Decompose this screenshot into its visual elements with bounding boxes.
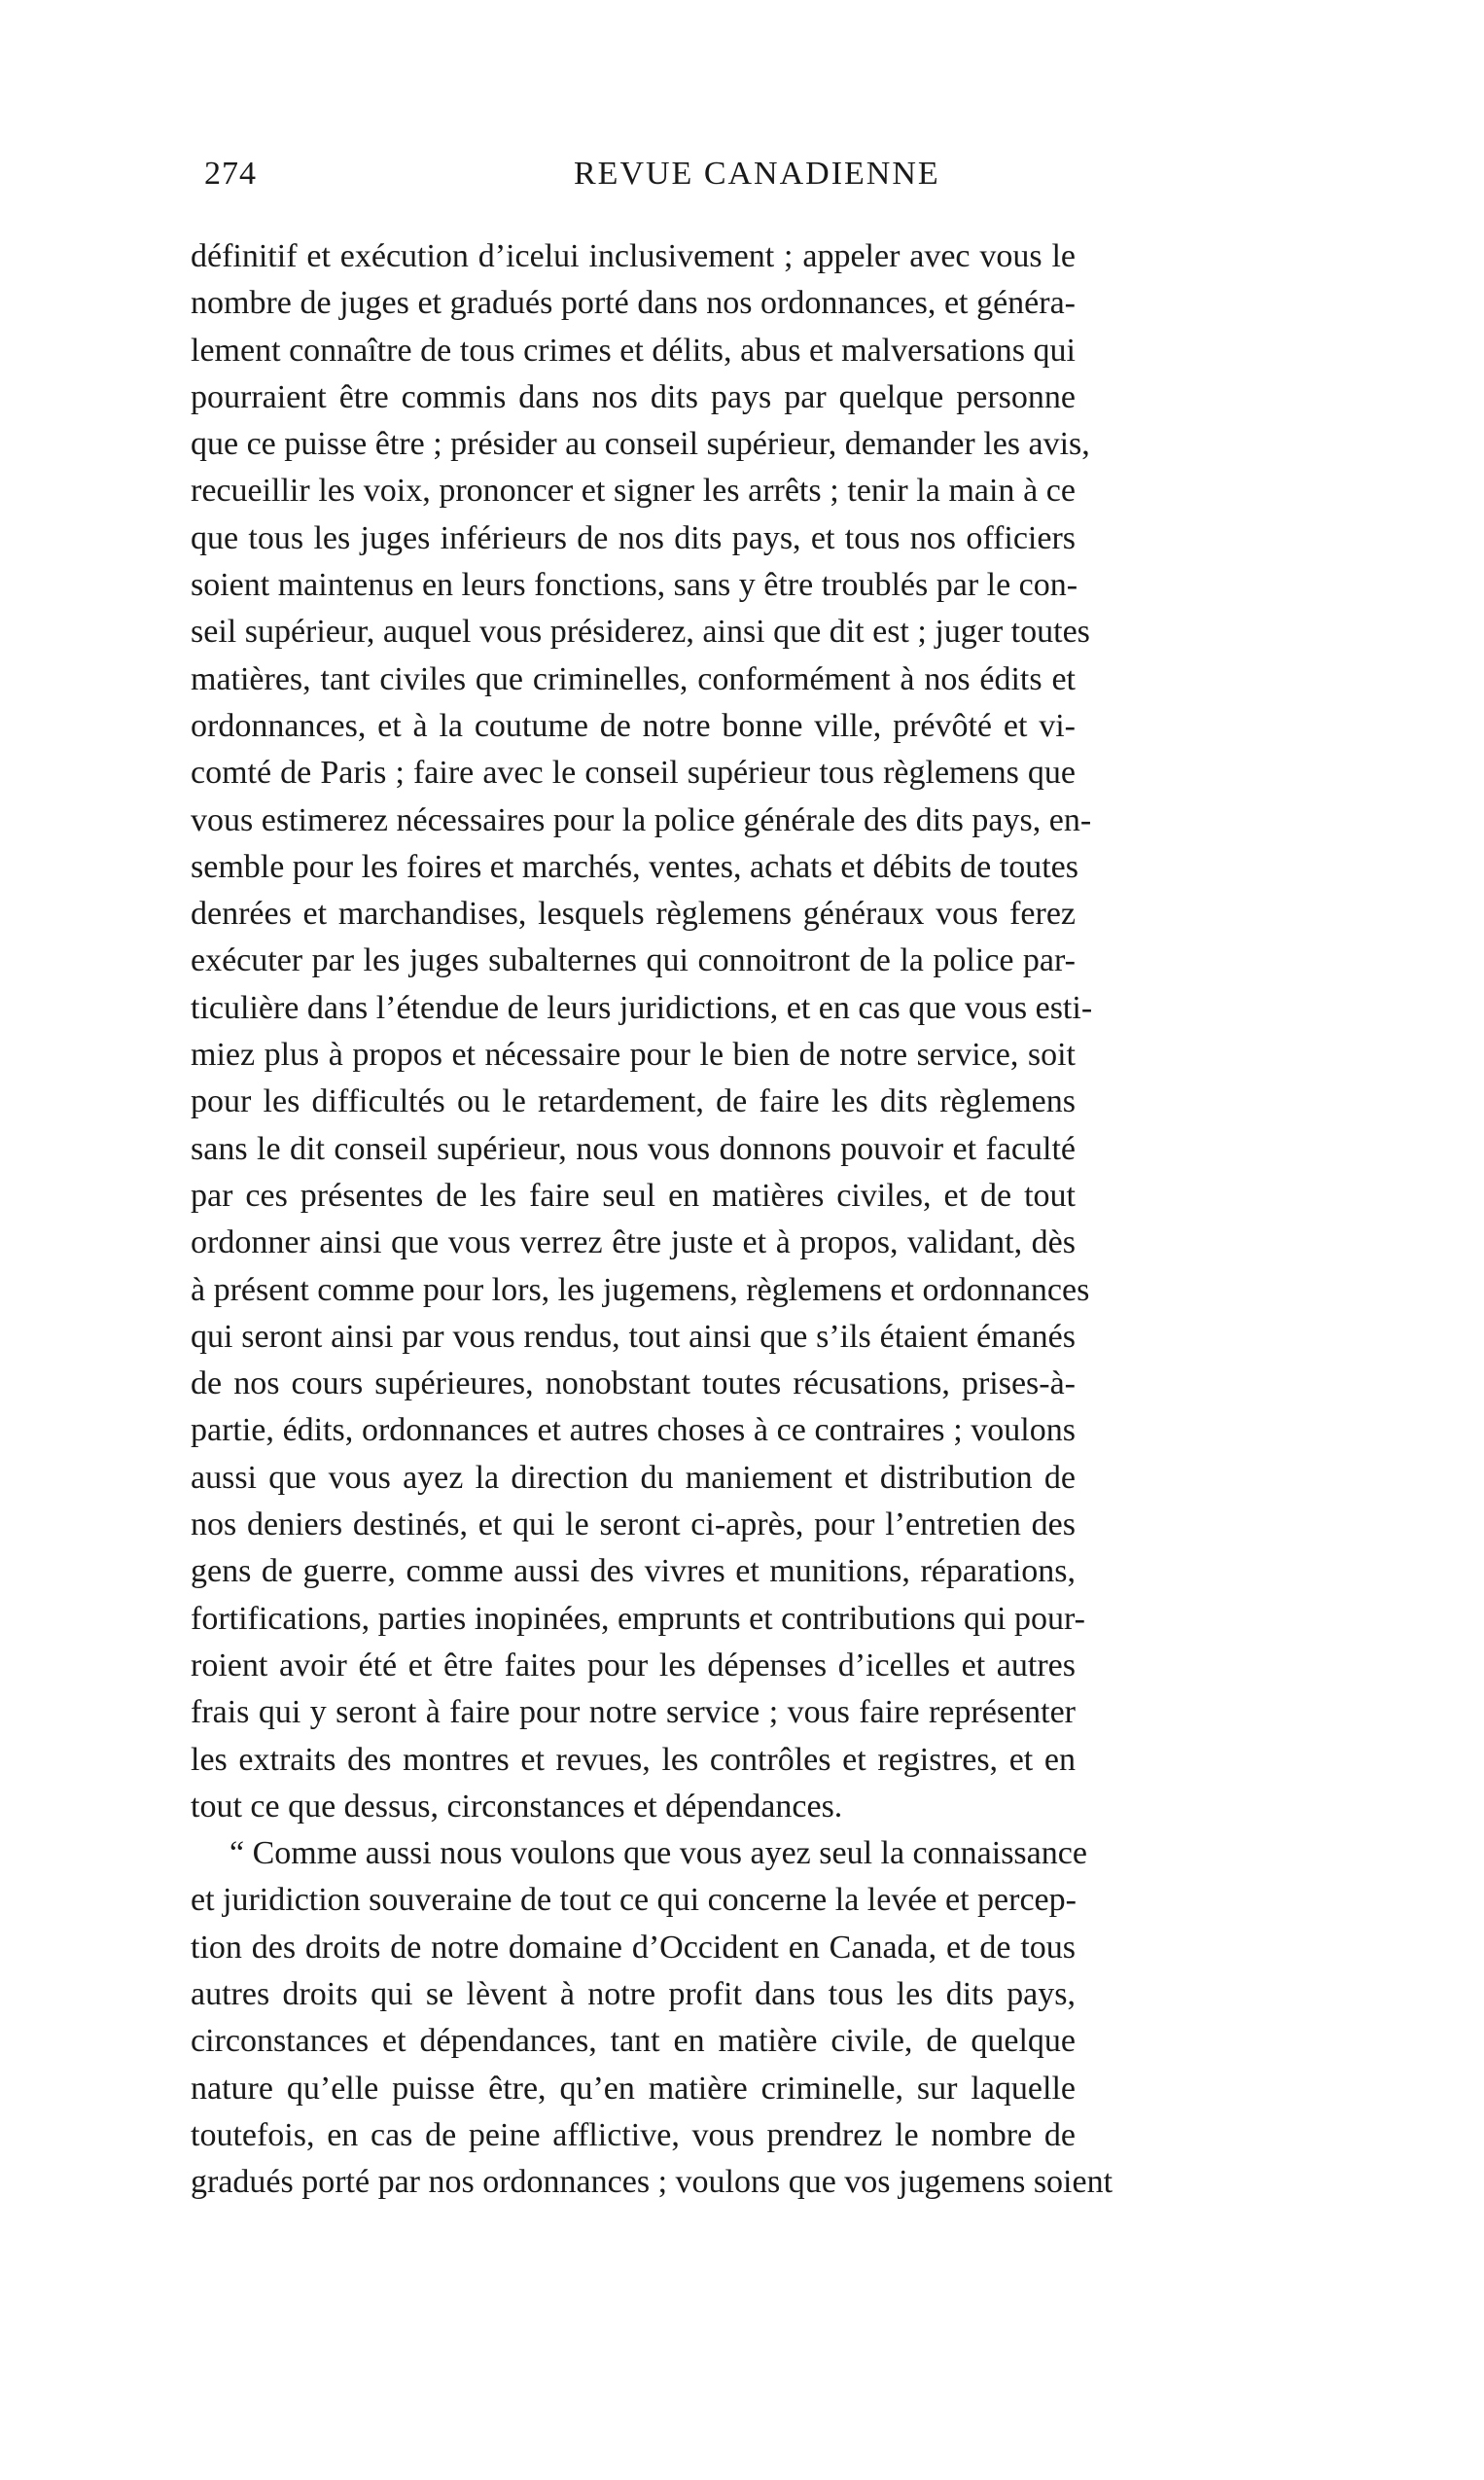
text-line: vous estimerez nécessaires pour la police générale des dits pays, en- xyxy=(191,801,1092,838)
text-line: toutefois, en cas de peine afflictive, vous prendrez le nombre de xyxy=(191,2116,1076,2153)
text-line: partie, édits, ordonnances et autres choses à ce contraires ; voulons xyxy=(191,1412,1076,1449)
text-line: ordonner ainsi que vous verrez être juste et à propos, validant, dès xyxy=(191,1224,1076,1261)
text-line: comté de Paris ; faire avec le conseil supérieur tous règlemens que xyxy=(191,755,1076,792)
body-text xyxy=(191,233,1113,2206)
text-line: nombre de juges et gradués porté dans nos ordonnances, et généra- xyxy=(191,285,1076,322)
text-line: exécuter par les juges subalternes qui connoitront de la police par- xyxy=(191,942,1076,979)
text-line: circonstances et dépendances, tant en matière civile, de quelque xyxy=(191,2023,1076,2060)
running-title: REVUE CANADIENNE xyxy=(574,156,940,192)
text-line: matières, tant civiles que criminelles, conformément à nos édits et xyxy=(191,660,1076,697)
text-line: recueillir les voix, prononcer et signer les arrêts ; tenir la main à ce xyxy=(191,473,1076,510)
text-line: ordonnances, et à la coutume de notre bonne ville, prévôté et vi- xyxy=(191,707,1076,744)
text-line: soient maintenus en leurs fonctions, sans y être troublés par le con- xyxy=(191,567,1078,604)
text-line: pour les difficultés ou le retardement, de faire les dits règlemens xyxy=(191,1083,1076,1120)
text-line: lement connaître de tous crimes et délits, abus et malversations qui xyxy=(191,332,1076,369)
text-line: frais qui y seront à faire pour notre service ; vous faire représenter xyxy=(191,1694,1076,1731)
text-line: définitif et exécution d’icelui inclusivement ; appeler avec vous le xyxy=(191,238,1076,274)
text-line: qui seront ainsi par vous rendus, tout ainsi que s’ils étaient émanés xyxy=(191,1318,1076,1355)
text-line: fortifications, parties inopinées, emprunts et contributions qui pour- xyxy=(191,1600,1085,1637)
text-line: semble pour les foires et marchés, ventes, achats et débits de toutes xyxy=(191,848,1078,885)
text-line: nos deniers destinés, et qui le seront ci-après, pour l’entretien des xyxy=(191,1506,1076,1543)
text-line: pourraient être commis dans nos dits pays par quelque personne xyxy=(191,378,1076,415)
text-line: et juridiction souveraine de tout ce qui concerne la levée et percep- xyxy=(191,1882,1077,1919)
text-line: gradués porté par nos ordonnances ; voulons que vos jugemens soient xyxy=(191,2164,1113,2201)
text-line: nature qu’elle puisse être, qu’en matière criminelle, sur laquelle xyxy=(191,2070,1076,2107)
text-line: gens de guerre, comme aussi des vivres et munitions, réparations, xyxy=(191,1553,1076,1590)
text-line: de nos cours supérieures, nonobstant toutes récusations, prises-à- xyxy=(191,1365,1076,1402)
text-line: sans le dit conseil supérieur, nous vous donnons pouvoir et faculté xyxy=(191,1130,1076,1167)
running-head xyxy=(204,156,1065,206)
text-line: par ces présentes de les faire seul en matières civiles, et de tout xyxy=(191,1177,1076,1214)
text-line: tion des droits de notre domaine d’Occident en Canada, et de tous xyxy=(191,1929,1076,1966)
text-line: seil supérieur, auquel vous présiderez, ainsi que dit est ; juger toutes xyxy=(191,614,1090,651)
text-line: aussi que vous ayez la direction du maniement et distribution de xyxy=(191,1459,1076,1496)
text-line: les extraits des montres et revues, les contrôles et registres, et en xyxy=(191,1741,1076,1778)
text-line: que tous les juges inférieurs de nos dits pays, et tous nos officiers xyxy=(191,519,1076,556)
text-line: ticulière dans l’étendue de leurs juridictions, et en cas que vous esti- xyxy=(191,989,1093,1026)
text-line: tout ce que dessus, circonstances et dépendances. xyxy=(191,1788,843,1825)
text-line: denrées et marchandises, lesquels règlemens généraux vous ferez xyxy=(191,896,1076,933)
text-line: “ Comme aussi nous voulons que vous ayez seul la connaissance xyxy=(230,1835,1087,1872)
text-line: à présent comme pour lors, les jugemens, règlemens et ordonnances xyxy=(191,1271,1090,1308)
text-line: miez plus à propos et nécessaire pour le bien de notre service, soit xyxy=(191,1037,1076,1074)
text-line: roient avoir été et être faites pour les dépenses d’icelles et autres xyxy=(191,1647,1076,1683)
page-number: 274 xyxy=(204,156,257,192)
text-line: autres droits qui se lèvent à notre profit dans tous les dits pays, xyxy=(191,1975,1076,2012)
text-line: que ce puisse être ; présider au conseil supérieur, demander les avis, xyxy=(191,426,1090,463)
